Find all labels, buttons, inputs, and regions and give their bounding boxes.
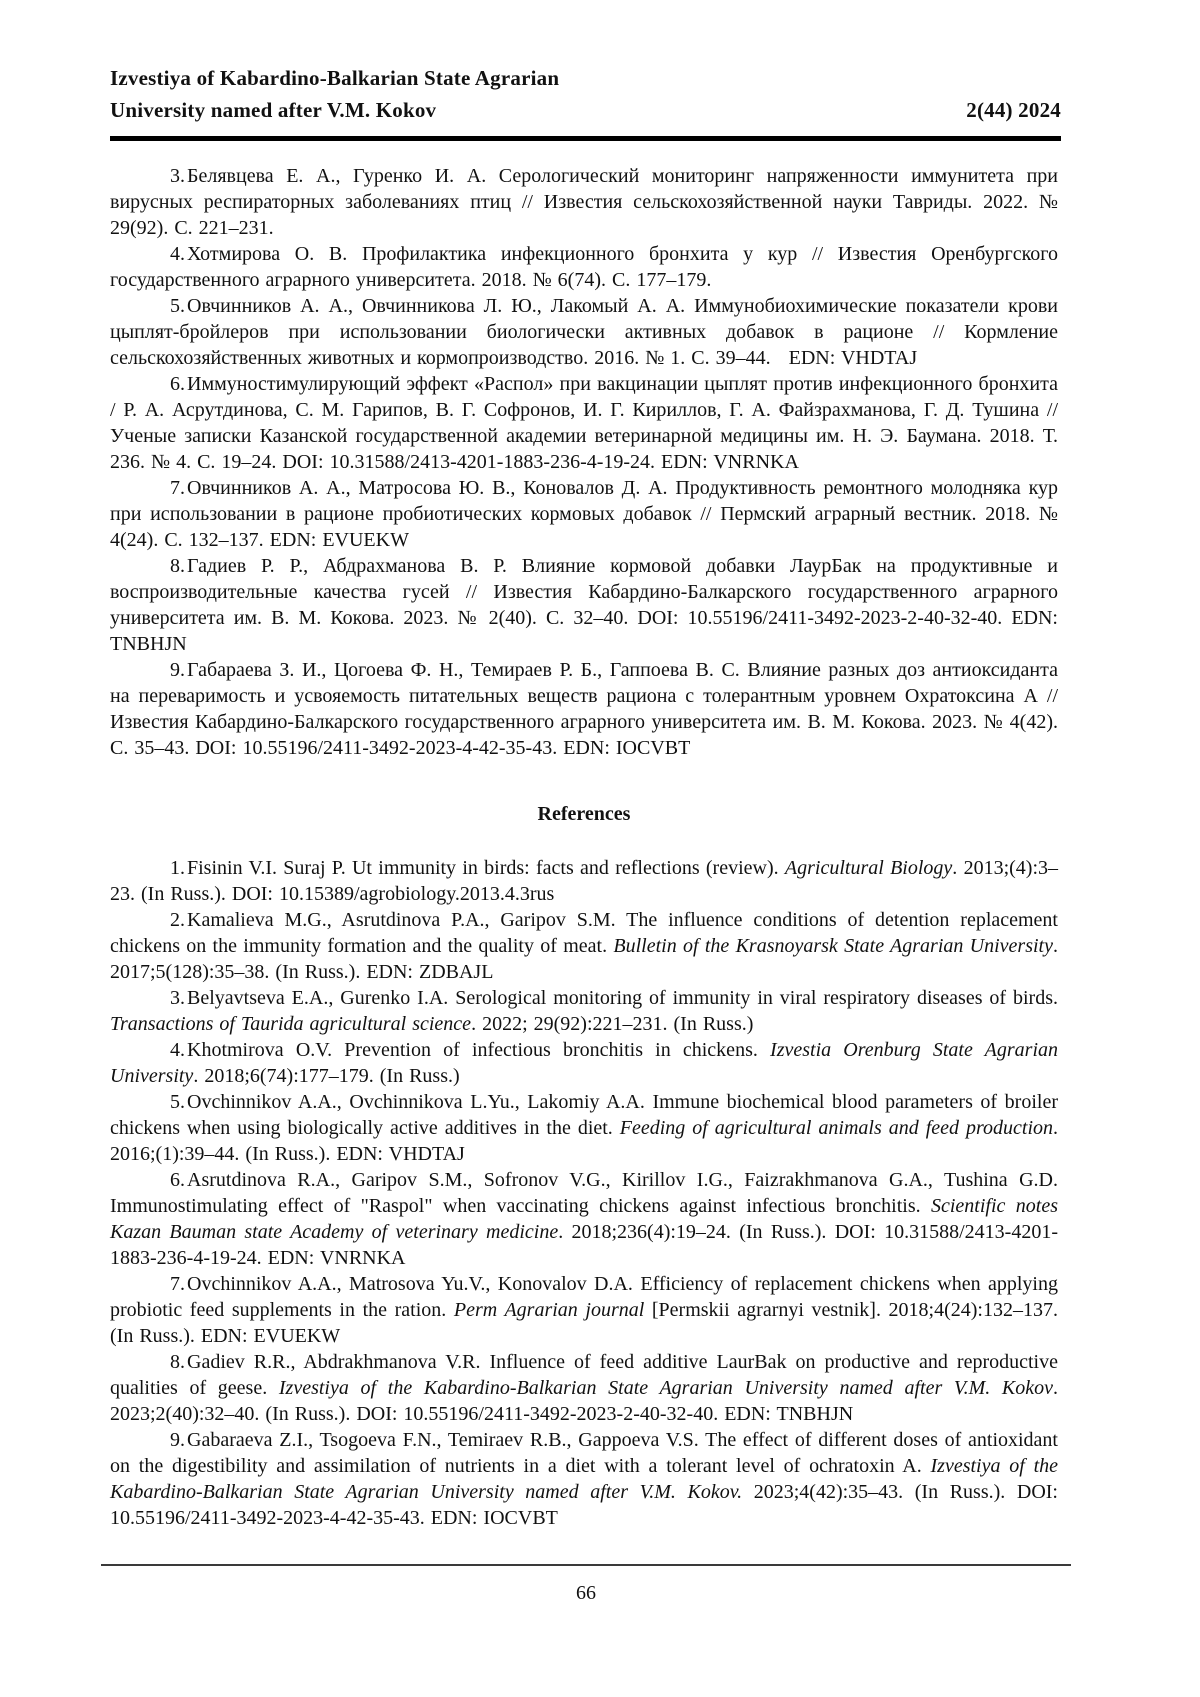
reference-number: 3. <box>170 987 185 1009</box>
reference-number: 8. <box>170 1351 185 1373</box>
reference-item <box>110 371 1058 475</box>
reference-text: Khotmirova O.V. Prevention of infectious bronchitis in chickens. <box>187 1039 771 1061</box>
reference-text: . 2018;6(74):177–179. (In Russ.) <box>193 1065 460 1087</box>
footer-rule <box>101 1564 1071 1566</box>
journal-title: Scientific notes Kazan Bauman state Academy of veterinary medicine <box>110 1195 1058 1243</box>
reference-item <box>110 475 1058 553</box>
reference-item <box>110 163 1058 241</box>
journal-title-line2: University named after V.M. Kokov <box>110 98 437 122</box>
reference-number: 4. <box>170 1039 185 1061</box>
reference-item <box>110 1167 1058 1271</box>
journal-title-line1: Izvestiya of Kabardino-Balkarian State Agrarian <box>110 66 560 90</box>
reference-number: 9. <box>170 659 185 681</box>
reference-number: 8. <box>170 555 185 577</box>
reference-number: 2. <box>170 909 185 931</box>
reference-text: Иммуностимулирующий эффект «Распол» при вакцинации цыплят против инфекционного бронхита / Р. А. Асрутдинова, С. М. Гарипов, В. Г. Софронов, И. Г. Кириллов, Г. А. Файзрахманова, Г. Д. Тушина // Ученые записки Казанской государственной академии ветеринарной медицины им. Н. Э. Баумана. 2018. Т. 236. № 4. С. 19–24. DOI: 10.31588/2413-4201-1883-236-4-19-24. EDN: VNRNKA <box>110 373 1058 473</box>
reference-item <box>110 855 1058 907</box>
reference-text: Белявцева Е. А., Гуренко И. А. Серологический мониторинг напряженности иммунитета при вирусных респираторных заболеваниях птиц // Известия сельскохозяйственной науки Тавриды. 2022. № 29(92). С. 221–231. <box>110 165 1058 239</box>
reference-item <box>110 1089 1058 1167</box>
reference-text: . 2017;5(128):35–38. (In Russ.). EDN: ZDBAJL <box>110 935 1058 983</box>
reference-item <box>110 293 1058 371</box>
reference-text: . 2022; 29(92):221–231. (In Russ.) <box>471 1013 754 1035</box>
reference-item <box>110 553 1058 657</box>
reference-number: 5. <box>170 1091 185 1113</box>
reference-item <box>110 241 1058 293</box>
journal-title: Bulletin of the Krasnoyarsk State Agrarian University <box>613 935 1053 957</box>
reference-text: Ovchinnikov A.A., Ovchinnikova L.Yu., Lakomiy A.A. Immune biochemical blood parameters of broiler chickens when using biologically active additives in the diet. <box>110 1091 1058 1139</box>
reference-item <box>110 1037 1058 1089</box>
references-content <box>110 163 1058 1531</box>
reference-text: Габараева З. И., Цогоева Ф. Н., Темираев Р. Б., Гаппоева В. С. Влияние разных доз антиоксиданта на переваримость и усвояемость питательных веществ рациона с толерантным уровнем Охратоксина А // Известия Кабардино-Балкарского государственного аграрного университета им. В. М. Кокова. 2023. № 4(42). С. 35–43. DOI: 10.55196/2411-3492-2023-4-42-35-43. EDN: IOCVBT <box>110 659 1058 759</box>
page-header <box>110 62 1061 141</box>
reference-item <box>110 1427 1058 1531</box>
journal-title: Izvestiya of the Kabardino-Balkarian State Agrarian University named after V.M. Kokov. <box>110 1455 1059 1503</box>
journal-title: Feeding of agricultural animals and feed production <box>619 1117 1053 1139</box>
header-second-row <box>110 94 1061 126</box>
english-reference-list <box>110 855 1058 1531</box>
reference-text: [Permskii agrarnyi vestnik]. 2018;4(24):132–137. (In Russ.). EDN: EVUEKW <box>110 1299 1058 1347</box>
reference-text: Гадиев Р. Р., Абдрахманова В. Р. Влияние кормовой добавки ЛаурБак на продуктивные и воспроизводительные качества гусей // Известия Кабардино-Балкарского государственного аграрного университета им. В. М. Кокова. 2023. № 2(40). С. 32–40. DOI: 10.55196/2411-3492-2023-2-40-32-40. EDN: TNBHJN <box>110 555 1058 655</box>
journal-title: Izvestia Orenburg State Agrarian University <box>110 1039 1059 1087</box>
reference-item <box>110 907 1058 985</box>
issue-number: 2(44) 2024 <box>966 98 1061 122</box>
reference-text: Хотмирова О. В. Профилактика инфекционного бронхита у кур // Известия Оренбургского государственного аграрного университета. 2018. № 6(74). С. 177–179. <box>110 243 1058 291</box>
reference-text: Belyavtseva E.A., Gurenko I.A. Serological monitoring of immunity in viral respiratory diseases of birds. <box>187 987 1058 1009</box>
page-footer <box>101 1564 1071 1606</box>
reference-text: . 2023;2(40):32–40. (In Russ.). DOI: 10.55196/2411-3492-2023-2-40-32-40. EDN: TNBHJN <box>110 1377 1058 1425</box>
reference-text: Gabaraeva Z.I., Tsogoeva F.N., Temiraev R.B., Gappoeva V.S. The effect of different doses of antioxidant on the digestibility and assimilation of nutrients in a diet with a tolerant level of ochratoxin A. <box>110 1429 1058 1477</box>
journal-title: Perm Agrarian journal <box>453 1299 645 1321</box>
reference-text: 2023;4(42):35–43. (In Russ.). DOI: 10.55196/2411-3492-2023-4-42-35-43. EDN: IOCVBT <box>110 1481 1058 1529</box>
reference-number: 6. <box>170 373 185 395</box>
reference-number: 9. <box>170 1429 185 1451</box>
reference-text: . 2013;(4):3–23. (In Russ.). DOI: 10.15389/agrobiology.2013.4.3rus <box>110 857 1058 905</box>
reference-number: 1. <box>170 857 185 879</box>
reference-item <box>110 985 1058 1037</box>
reference-text: Kamalieva M.G., Asrutdinova P.A., Garipov S.M. The influence conditions of detention replacement chickens on the immunity formation and the quality of meat. <box>110 909 1058 957</box>
reference-text: Овчинников А. А., Овчинникова Л. Ю., Лакомый А. А. Иммунобиохимические показатели крови цыплят-бройлеров при использовании биологически активных добавок в рационе // Кормление сельскохозяйственных животных и кормопроизводство. 2016. № 1. С. 39–44. EDN: VHDTAJ <box>110 295 1058 369</box>
russian-reference-list <box>110 163 1058 761</box>
reference-text: Овчинников А. А., Матросова Ю. В., Коновалов Д. А. Продуктивность ремонтного молодняка кур при использовании в рационе пробиотических кормовых добавок // Пермский аграрный вестник. 2018. № 4(24). С. 132–137. EDN: EVUEKW <box>110 477 1058 551</box>
page-number: 66 <box>576 1582 596 1604</box>
reference-text: Ovchinnikov A.A., Matrosova Yu.V., Konovalov D.A. Efficiency of replacement chickens when applying probiotic feed supplements in the ration. <box>110 1273 1058 1321</box>
reference-number: 3. <box>170 165 185 187</box>
reference-number: 4. <box>170 243 185 265</box>
journal-title: Agricultural Biology <box>784 857 953 879</box>
reference-text: Fisinin V.I. Suraj P. Ut immunity in birds: facts and reflections (review). <box>187 857 785 879</box>
reference-number: 7. <box>170 1273 185 1295</box>
reference-number: 6. <box>170 1169 185 1191</box>
reference-item <box>110 657 1058 761</box>
reference-text: Asrutdinova R.A., Garipov S.M., Sofronov V.G., Kirillov I.G., Faizrakhmanova G.A., Tushina G.D. Immunostimulating effect of "Raspol" when vaccinating chickens against infectious bronchitis. <box>110 1169 1058 1217</box>
reference-item <box>110 1349 1058 1427</box>
reference-number: 7. <box>170 477 185 499</box>
reference-text: . 2018;236(4):19–24. (In Russ.). DOI: 10.31588/2413-4201-1883-236-4-19-24. EDN: VNRNKA <box>110 1221 1058 1269</box>
reference-text: . 2016;(1):39–44. (In Russ.). EDN: VHDTAJ <box>110 1117 1058 1165</box>
journal-title: Transactions of Taurida agricultural science <box>110 1013 472 1035</box>
reference-number: 5. <box>170 295 185 317</box>
journal-title: Izvestiya of the Kabardino-Balkarian State Agrarian University named after V.M. Kokov <box>278 1377 1053 1399</box>
reference-item <box>110 1271 1058 1349</box>
references-heading: References <box>537 803 631 825</box>
header-rule <box>110 136 1061 141</box>
reference-text: Gadiev R.R., Abdrakhmanova V.R. Influence of feed additive LaurBak on productive and reproductive qualities of geese. <box>110 1351 1058 1399</box>
